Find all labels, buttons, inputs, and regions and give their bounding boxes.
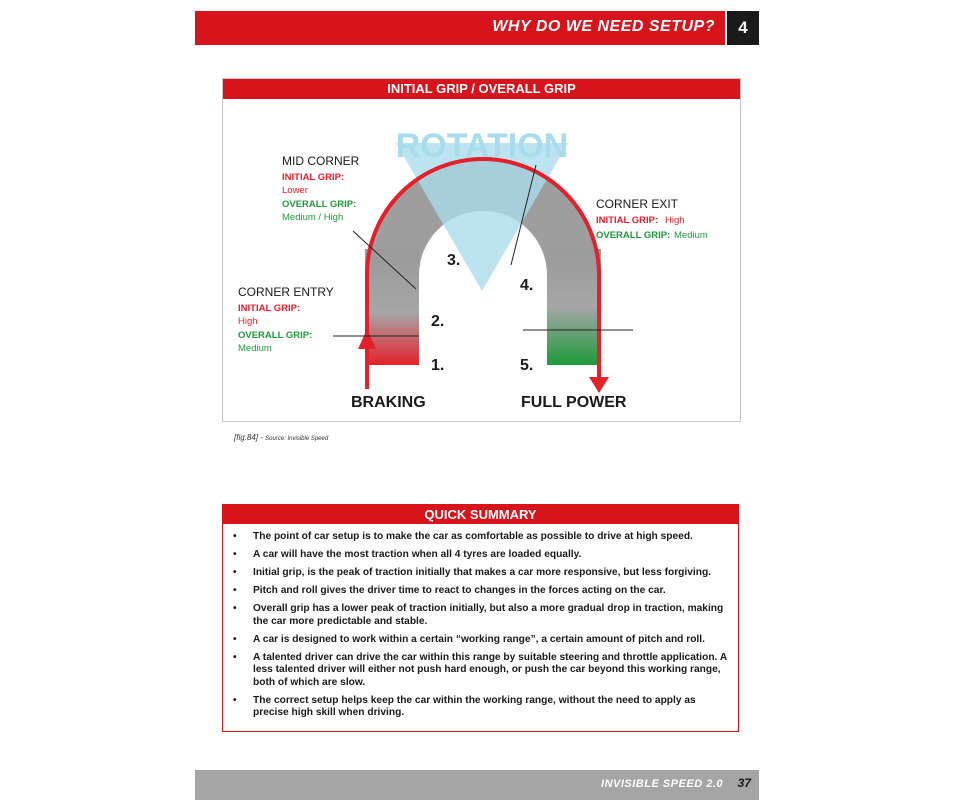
- page: [195, 0, 759, 800]
- bullet-icon: •: [233, 585, 237, 596]
- list-item: • The correct setup helps keep the car within the working range, without the need to apply as precise high skill when driving.: [233, 694, 696, 718]
- figure-source: Source: Invisible Speed: [265, 436, 329, 442]
- point-3: 3.: [447, 252, 461, 269]
- corner-exit-overall-value: Medium: [674, 230, 708, 241]
- list-item: • Initial grip, is the peak of traction initially that makes a car more responsive, but less forgiving.: [233, 567, 711, 578]
- bullet-icon: •: [233, 567, 237, 578]
- footer-brand: INVISIBLE SPEED 2.0: [601, 778, 723, 790]
- full-power-arrow-head: [589, 377, 609, 393]
- mid-corner-title: MID CORNER: [282, 154, 360, 168]
- header-bar: [195, 11, 725, 45]
- list-item: • Overall grip has a lower peak of traction initially, but also a more gradual drop in traction, making the car more predictable and stable.: [233, 603, 724, 627]
- track-exit-gradient: [547, 249, 601, 365]
- list-item: • A talented driver can drive the car within this range by suitable steering and throttle application. A less talented driver will either not push hard enough, or push the car beyond this working range, both of which are slow.: [233, 651, 727, 688]
- mid-corner-overall-label: OVERALL GRIP:: [282, 199, 357, 210]
- grip-diagram: [223, 99, 740, 421]
- figure-header: INITIAL GRIP / OVERALL GRIP: [223, 79, 740, 99]
- corner-exit-initial-value: High: [665, 215, 685, 226]
- bullet-icon: •: [233, 633, 237, 645]
- corner-exit-initial-label: INITIAL GRIP:: [596, 215, 659, 226]
- bullet-icon: •: [233, 694, 237, 706]
- braking-label: BRAKING: [351, 394, 426, 411]
- quick-summary-header: QUICK SUMMARY: [223, 505, 738, 524]
- point-1: 1.: [431, 357, 445, 374]
- point-4: 4.: [520, 277, 534, 294]
- list-item: • Pitch and roll gives the driver time to react to changes in the forces acting on the car.: [233, 585, 666, 596]
- list-item: • The point of car setup is to make the car as comfortable as possible to drive at high speed.: [233, 531, 693, 542]
- quick-summary: [222, 504, 739, 732]
- list-item: • A car will have the most traction when all 4 tyres are loaded equally.: [233, 549, 582, 560]
- rotation-label: ROTATION: [395, 127, 569, 165]
- mid-corner-initial-value: Lower: [282, 185, 308, 196]
- summary-list: [231, 531, 731, 725]
- corner-entry-initial-label: INITIAL GRIP:: [238, 303, 301, 314]
- bullet-icon: •: [233, 549, 237, 560]
- corner-entry-overall-label: OVERALL GRIP:: [238, 330, 313, 341]
- figure: [222, 78, 741, 422]
- bullet-icon: •: [233, 603, 237, 614]
- corner-exit-title: CORNER EXIT: [596, 197, 679, 211]
- list-item: • A car is designed to work within a certain “working range”, a certain amount of pitch and roll.: [233, 633, 705, 645]
- full-power-label: FULL POWER: [521, 394, 627, 411]
- corner-exit-overall-label: OVERALL GRIP:: [596, 230, 671, 241]
- chapter-title: WHY DO WE NEED SETUP?: [492, 18, 715, 35]
- mid-corner-overall-value: Medium / High: [282, 212, 344, 223]
- point-5: 5.: [520, 357, 534, 374]
- corner-entry-initial-value: High: [238, 316, 258, 327]
- mid-corner-initial-label: INITIAL GRIP:: [282, 172, 345, 183]
- corner-entry-title: CORNER ENTRY: [238, 285, 334, 299]
- point-2: 2.: [431, 313, 445, 330]
- bullet-icon: •: [233, 531, 237, 542]
- bullet-icon: •: [233, 651, 237, 663]
- figure-caption: [234, 433, 328, 442]
- footer-bar: [195, 770, 759, 800]
- figure-number: [fig.84] -: [234, 433, 263, 442]
- chapter-number: 4: [727, 11, 759, 45]
- page-number: 37: [737, 776, 751, 790]
- corner-entry-overall-value: Medium: [238, 343, 272, 354]
